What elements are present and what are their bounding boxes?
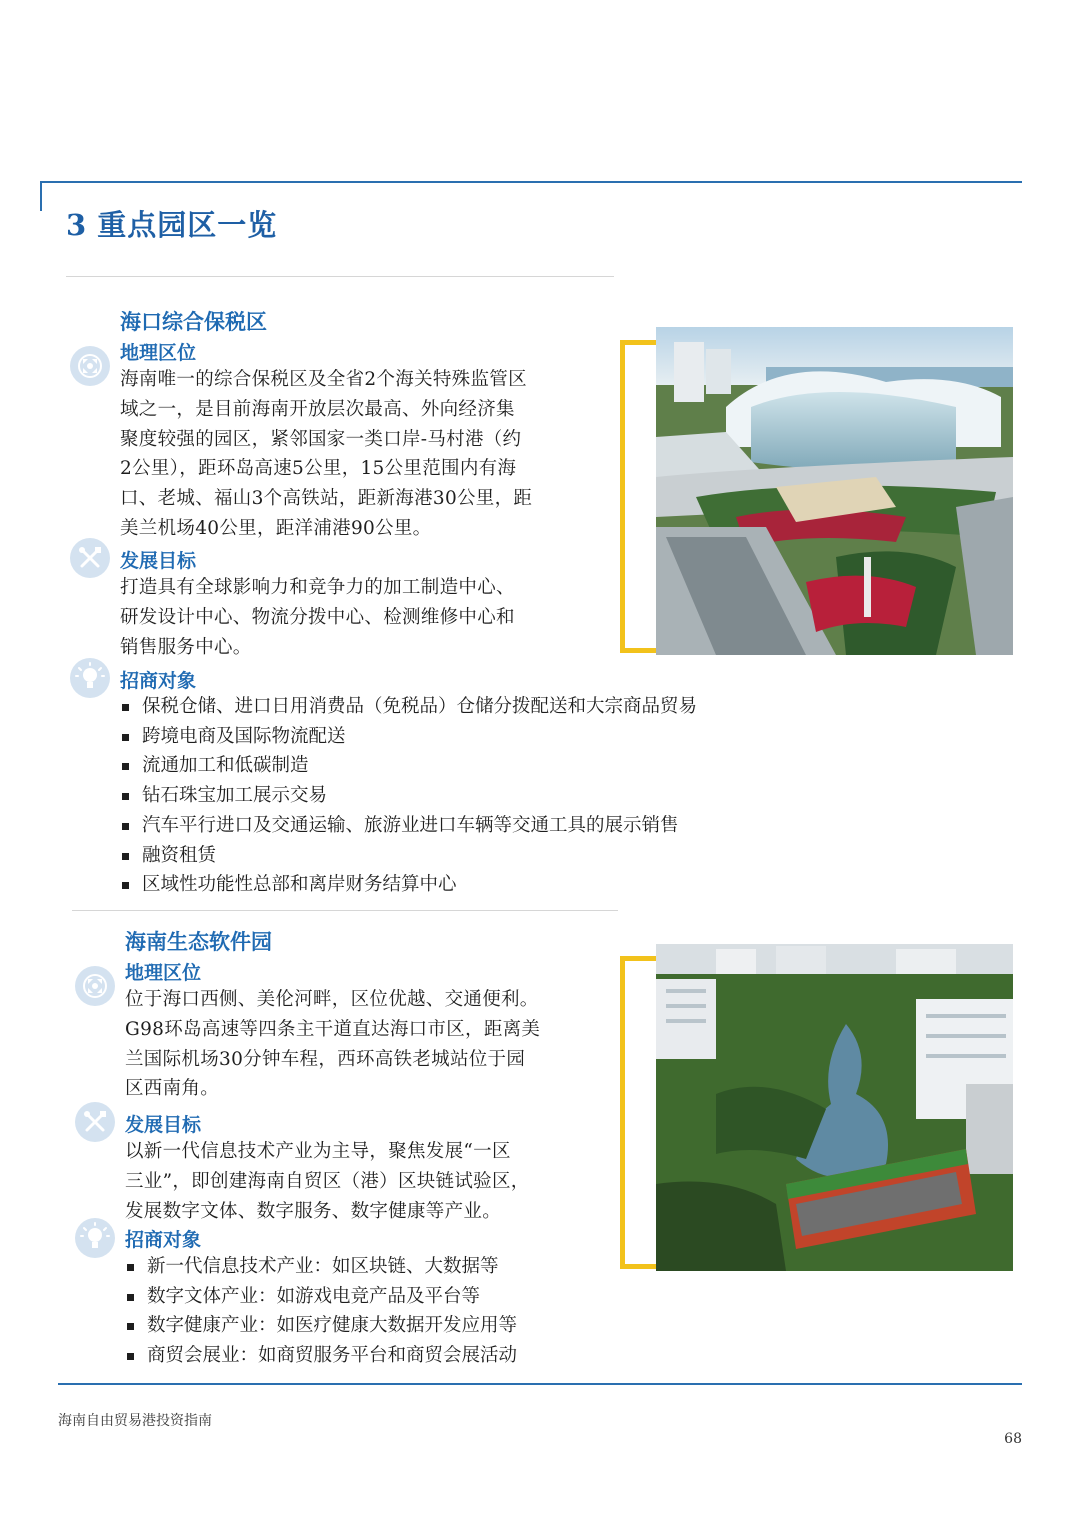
text-line: 位于海口西侧、美伦河畔，区位优越、交通便利。 (125, 989, 539, 1010)
text-line: 研发设计中心、物流分拨中心、检测维修中心和 (120, 606, 515, 628)
footer-rule (58, 1383, 1022, 1385)
text-line: 海南唯一的综合保税区及全省2个海关特殊监管区 (120, 369, 527, 390)
goal-text (125, 1137, 595, 1226)
location-heading: 地理区位 (120, 342, 197, 364)
list-item: 数字文体产业：如游戏电竞产品及平台等 (125, 1282, 517, 1312)
location-text (120, 365, 590, 544)
section-divider (66, 276, 614, 277)
bonded-zone-photo (656, 327, 1013, 655)
location-icon (70, 346, 110, 386)
text-line: 聚度较强的园区，紧邻国家一类口岸-马村港（约 (120, 428, 522, 450)
page-number: 68 (1004, 1431, 1022, 1447)
text-line: 域之一，是目前海南开放层次最高、外向经济集 (120, 398, 515, 420)
publication-title: 海南自由贸易港投资指南 (58, 1413, 212, 1429)
section-title (66, 203, 277, 244)
list-item: 流通加工和低碳制造 (120, 751, 697, 781)
list-item: 保税仓储、进口日用消费品（免税品）仓储分拨配送和大宗商品贸易 (120, 692, 697, 722)
list-item: 商贸会展业：如商贸服务平台和商贸会展活动 (125, 1341, 517, 1371)
software-park-photo (656, 944, 1013, 1271)
tools-icon (75, 1102, 115, 1142)
list-item: 新一代信息技术产业：如区块链、大数据等 (125, 1252, 517, 1282)
location-icon (75, 966, 115, 1006)
location-heading: 地理区位 (125, 962, 202, 984)
tools-icon (70, 538, 110, 578)
list-item: 融资租赁 (120, 841, 697, 871)
text-line: 发展数字文体、数字服务、数字健康等产业。 (125, 1200, 502, 1222)
text-line: G98环岛高速等四条主干道直达海口市区，距离美 (125, 1018, 541, 1040)
lightbulb-icon (70, 658, 110, 698)
list-item: 跨境电商及国际物流配送 (120, 722, 697, 752)
invest-heading: 招商对象 (120, 670, 197, 692)
text-line: 以新一代信息技术产业为主导，聚焦发展“一区 (125, 1141, 511, 1162)
text-line: 口、老城、福山3个高铁站，距新海港30公里，距 (120, 488, 533, 510)
text-line: 兰国际机场30分钟车程，西环高铁老城站位于园 (125, 1048, 526, 1070)
list-item: 汽车平行进口及交通运输、旅游业进口车辆等交通工具的展示销售 (120, 811, 697, 841)
location-text (125, 985, 595, 1104)
text-line: 三业”，即创建海南自贸区（港）区块链试验区， (125, 1170, 530, 1192)
list-item: 钻石珠宝加工展示交易 (120, 781, 697, 811)
park-divider (72, 910, 618, 911)
goal-heading: 发展目标 (120, 550, 197, 572)
text-line: 销售服务中心。 (120, 636, 252, 658)
invest-list (125, 1252, 517, 1371)
text-line: 打造具有全球影响力和竞争力的加工制造中心、 (120, 577, 515, 598)
text-line: 2公里），距环岛高速5公里，15公里范围内有海 (120, 458, 517, 480)
photo-bracket (620, 340, 657, 653)
section-title-text: 重点园区一览 (97, 208, 278, 242)
list-item: 数字健康产业：如医疗健康大数据开发应用等 (125, 1311, 517, 1341)
list-item: 区域性功能性总部和离岸财务结算中心 (120, 870, 697, 900)
photo-bracket (620, 956, 657, 1269)
header-rule (40, 181, 1022, 183)
invest-heading: 招商对象 (125, 1229, 202, 1251)
lightbulb-icon (75, 1218, 115, 1258)
section-number: 3 (66, 208, 88, 242)
invest-list (120, 692, 697, 900)
park-title: 海口综合保税区 (120, 309, 267, 334)
text-line: 美兰机场40公里，距洋浦港90公里。 (120, 517, 432, 539)
header-rule-corner (40, 181, 42, 211)
park-title: 海南生态软件园 (125, 929, 272, 954)
text-line: 区西南角。 (125, 1078, 220, 1100)
goal-heading: 发展目标 (125, 1114, 202, 1136)
goal-text (120, 573, 590, 662)
